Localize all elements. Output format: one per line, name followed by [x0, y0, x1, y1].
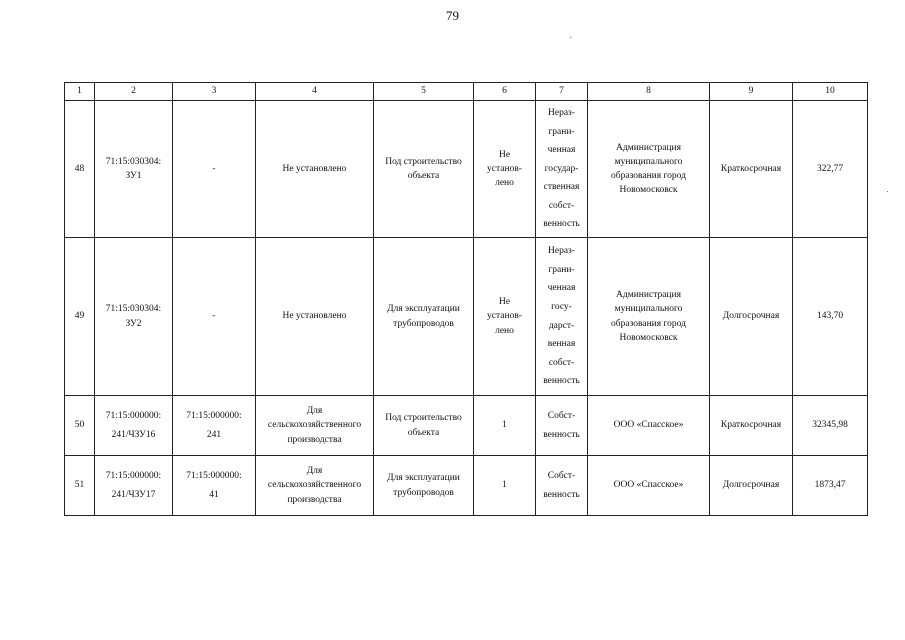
rights-holder: Администрация муниципального образования город Новомосковск	[588, 238, 710, 396]
rights-holder: ООО «Спасское»	[588, 396, 710, 456]
permitted-use: Под строительство объекта	[374, 101, 474, 238]
column-header-3: 3	[173, 83, 256, 101]
scan-speck	[570, 37, 571, 38]
scan-speck	[887, 191, 888, 192]
source-cadastral-number: -	[173, 101, 256, 238]
land-category: Не установлено	[256, 101, 374, 238]
ownership-form: Собст- венность	[536, 396, 588, 456]
area-value: 143,70	[793, 238, 868, 396]
permitted-use: Под строительство объекта	[374, 396, 474, 456]
land-category: Для сельскохозяйственного производства	[256, 456, 374, 516]
row-number: 51	[65, 456, 95, 516]
land-category: Для сельскохозяйственного производства	[256, 396, 374, 456]
area-value: 322,77	[793, 101, 868, 238]
column-header-7: 7	[536, 83, 588, 101]
area-value: 32345,98	[793, 396, 868, 456]
ownership-form: Собст- венность	[536, 456, 588, 516]
permitted-use: Для эксплуатации трубопроводов	[374, 456, 474, 516]
page-number: 79	[446, 8, 459, 23]
table-row	[65, 396, 868, 456]
column-6-value: 1	[474, 396, 536, 456]
term-type: Долгосрочная	[710, 238, 793, 396]
column-header-1: 1	[65, 83, 95, 101]
land-category: Не установлено	[256, 238, 374, 396]
column-6-value: Не установ- лено	[474, 101, 536, 238]
column-6-value: Не установ- лено	[474, 238, 536, 396]
land-plot-table	[64, 82, 868, 516]
rights-holder: ООО «Спасское»	[588, 456, 710, 516]
source-cadastral-number: 71:15:000000: 41	[173, 456, 256, 516]
cadastral-number: 71:15:030304: ЗУ1	[95, 101, 173, 238]
table-row	[65, 238, 868, 396]
area-value: 1873,47	[793, 456, 868, 516]
permitted-use: Для эксплуатации трубопроводов	[374, 238, 474, 396]
row-number: 50	[65, 396, 95, 456]
column-6-value: 1	[474, 456, 536, 516]
source-cadastral-number: -	[173, 238, 256, 396]
row-number: 49	[65, 238, 95, 396]
column-header-2: 2	[95, 83, 173, 101]
rights-holder: Администрация муниципального образования город Новомосковск	[588, 101, 710, 238]
column-header-10: 10	[793, 83, 868, 101]
cadastral-number: 71:15:000000: 241/ЧЗУ16	[95, 396, 173, 456]
term-type: Краткосрочная	[710, 396, 793, 456]
column-header-6: 6	[474, 83, 536, 101]
ownership-form: Нераз- грани- ченная госу- дарст- венная собст- венность	[536, 238, 588, 396]
column-header-9: 9	[710, 83, 793, 101]
column-header-4: 4	[256, 83, 374, 101]
row-number: 48	[65, 101, 95, 238]
column-header-5: 5	[374, 83, 474, 101]
term-type: Долгосрочная	[710, 456, 793, 516]
table-row	[65, 101, 868, 238]
table-row	[65, 456, 868, 516]
cadastral-number: 71:15:000000: 241/ЧЗУ17	[95, 456, 173, 516]
term-type: Краткосрочная	[710, 101, 793, 238]
column-header-8: 8	[588, 83, 710, 101]
source-cadastral-number: 71:15:000000: 241	[173, 396, 256, 456]
ownership-form: Нераз- грани- ченная государ- ственная собст- венность	[536, 101, 588, 238]
header-row	[65, 83, 868, 101]
cadastral-number: 71:15:030304: ЗУ2	[95, 238, 173, 396]
